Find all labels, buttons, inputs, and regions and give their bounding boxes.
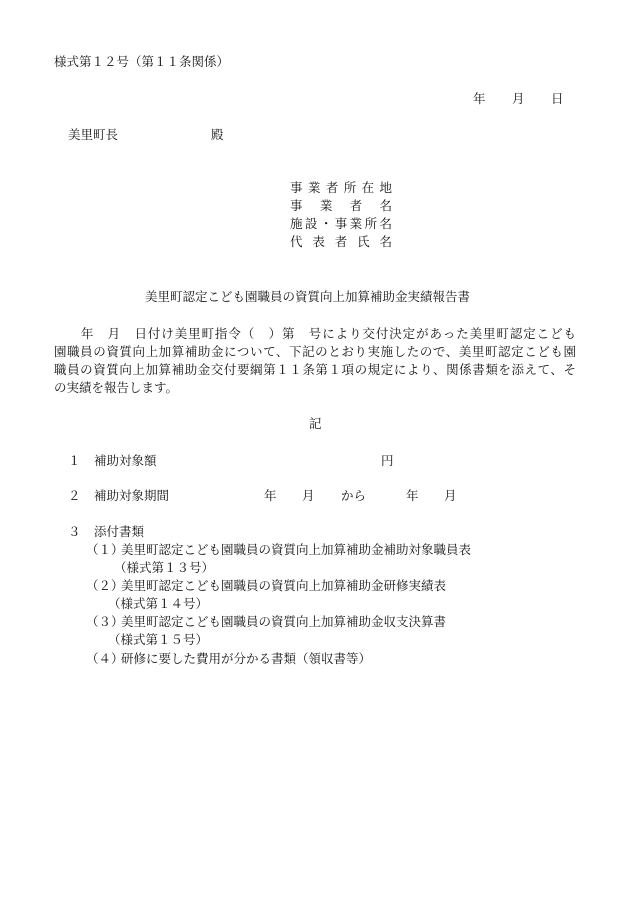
applicant-address-label: 事業者所在地	[290, 180, 392, 195]
item3-label: 添付書類	[94, 524, 145, 539]
body-line: の実績を報告します。	[54, 380, 179, 395]
item2-label: 補助対象期間	[94, 488, 170, 503]
body-line: 年 月 日付け美里町指令（ ）第 号により交付決定があった美里町認定こども	[54, 326, 576, 341]
applicant-business-name-label: 事 業 者 名	[290, 198, 392, 213]
attachment-number: （２）	[86, 578, 124, 593]
item2-number: ２	[68, 488, 81, 503]
item3-number: ３	[68, 524, 81, 539]
item2-kara: から	[341, 488, 367, 503]
attachment-text: 美里町認定こども園職員の資質向上加算補助金収支決算書	[121, 614, 447, 629]
ki-marker: 記	[309, 416, 322, 431]
attachment-form: （様式第１５号）	[108, 632, 209, 647]
document-title: 美里町認定こども園職員の資質向上加算補助金実績報告書	[145, 289, 471, 304]
attachment-form: （様式第１３号）	[114, 560, 215, 575]
date-day: 日	[551, 91, 564, 106]
item2-year-end: 年	[406, 488, 419, 503]
attachment-form: （様式第１４号）	[108, 596, 209, 611]
attachment-number: （３）	[86, 614, 124, 629]
addressee-honorific: 殿	[211, 127, 224, 142]
attachment-text: 美里町認定こども園職員の資質向上加算補助金研修実績表	[121, 578, 447, 593]
attachment-number: （１）	[86, 542, 124, 557]
item2-month-end: 月	[444, 488, 457, 503]
attachment-number: （４）	[86, 651, 124, 666]
item2-month-start: 月	[302, 488, 315, 503]
item1-unit: 円	[381, 453, 394, 468]
applicant-representative-label: 代表者氏名	[290, 234, 392, 249]
addressee-name: 美里町長	[68, 127, 119, 142]
applicant-facility-name-label: 施設・事業所名	[290, 216, 392, 231]
date-month: 月	[512, 91, 525, 106]
attachment-text: 研修に要した費用が分かる書類（領収書等）	[121, 651, 372, 666]
body-line: 園職員の資質向上加算補助金について、下記のとおり実施したので、美里町認定こども園	[54, 344, 576, 359]
attachment-text: 美里町認定こども園職員の資質向上加算補助金補助対象職員表	[121, 542, 472, 557]
item2-year-start: 年	[264, 488, 277, 503]
form-number: 様式第１２号（第１１条関係）	[54, 54, 230, 69]
body-line: 職員の資質向上加算補助金交付要綱第１１条第１項の規定により、関係書類を添えて、そ	[54, 362, 576, 377]
item1-label: 補助対象額	[94, 453, 157, 468]
date-year: 年	[473, 91, 486, 106]
item1-number: １	[68, 453, 81, 468]
